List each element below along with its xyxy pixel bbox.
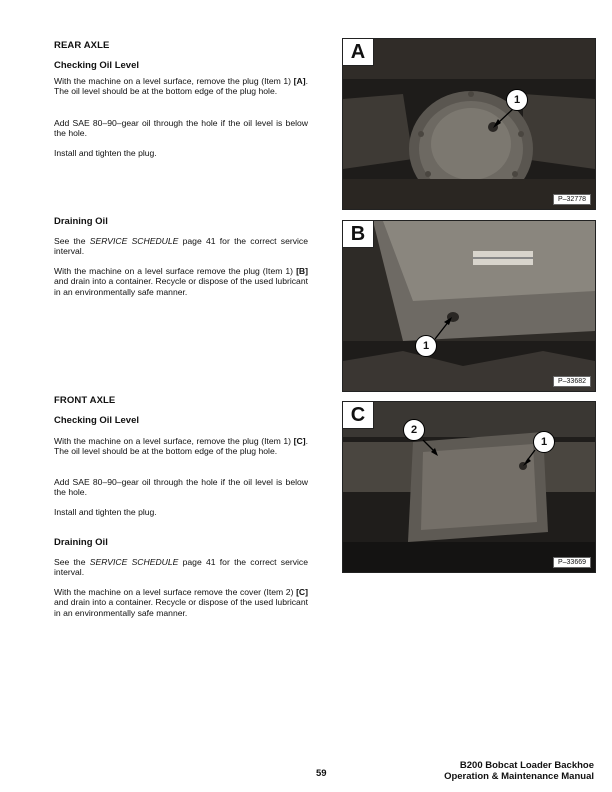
rear-checking-p1: With the machine on a level surface, remove the plug (Item 1) [A]. The oil level should be at the bottom edge of the plug hole.	[54, 76, 308, 97]
rear-axle-drain-plug-illustration	[343, 221, 595, 391]
callout-2: 2	[403, 419, 425, 441]
callout-1: 1	[506, 89, 528, 111]
front-checking-p1: With the machine on a level surface, remove the plug (Item 1) [C]. The oil level should be at the bottom edge of the plug hole.	[54, 436, 308, 457]
front-draining-heading: Draining Oil	[54, 537, 108, 548]
front-axle-cover-illustration	[343, 402, 595, 572]
front-checking-heading: Checking Oil Level	[54, 415, 139, 426]
callout-1: 1	[415, 335, 437, 357]
rear-draining-p1: See the SERVICE SCHEDULE page 41 for the correct service interval.	[54, 236, 309, 257]
rear-draining-p2: With the machine on a level surface remove the plug (Item 1) [B] and drain into a container. Recycle or dispose of the used lubricant in an environmentally safe manner.	[54, 266, 308, 297]
callout-1: 1	[533, 431, 555, 453]
figure-a-code: P–32778	[553, 194, 591, 205]
figure-b-code: P–33682	[553, 376, 591, 387]
rear-axle-heading: REAR AXLE	[54, 40, 110, 51]
front-axle-heading: FRONT AXLE	[54, 395, 116, 406]
figure-c-label: C	[343, 402, 374, 429]
manual-title-line2: Operation & Maintenance Manual	[444, 771, 594, 782]
figure-c-code: P–33669	[553, 557, 591, 568]
front-draining-p1: See the SERVICE SCHEDULE page 41 for the correct service interval.	[54, 557, 309, 578]
front-checking-p2: Add SAE 80–90–gear oil through the hole if the oil level is below the hole.	[54, 477, 308, 498]
rear-draining-heading: Draining Oil	[54, 216, 108, 227]
page-number: 59	[316, 768, 327, 779]
front-checking-p3: Install and tighten the plug.	[54, 507, 157, 517]
rear-checking-heading: Checking Oil Level	[54, 60, 139, 71]
figure-c-photo	[342, 401, 596, 573]
figure-a-photo	[342, 38, 596, 210]
figure-a-label: A	[343, 39, 374, 66]
figure-b-label: B	[343, 221, 374, 248]
manual-title	[444, 760, 594, 782]
rear-checking-p2: Add SAE 80–90–gear oil through the hole if the oil level is below the hole.	[54, 118, 308, 139]
manual-title-line1: B200 Bobcat Loader Backhoe	[459, 760, 594, 771]
rear-axle-plug-illustration	[343, 39, 595, 209]
figure-b-photo	[342, 220, 596, 392]
rear-checking-p3: Install and tighten the plug.	[54, 148, 157, 158]
front-draining-p2: With the machine on a level surface remove the cover (Item 2) [C] and drain into a container. Recycle or dispose of the used lubricant in an environmentally safe manner.	[54, 587, 308, 618]
